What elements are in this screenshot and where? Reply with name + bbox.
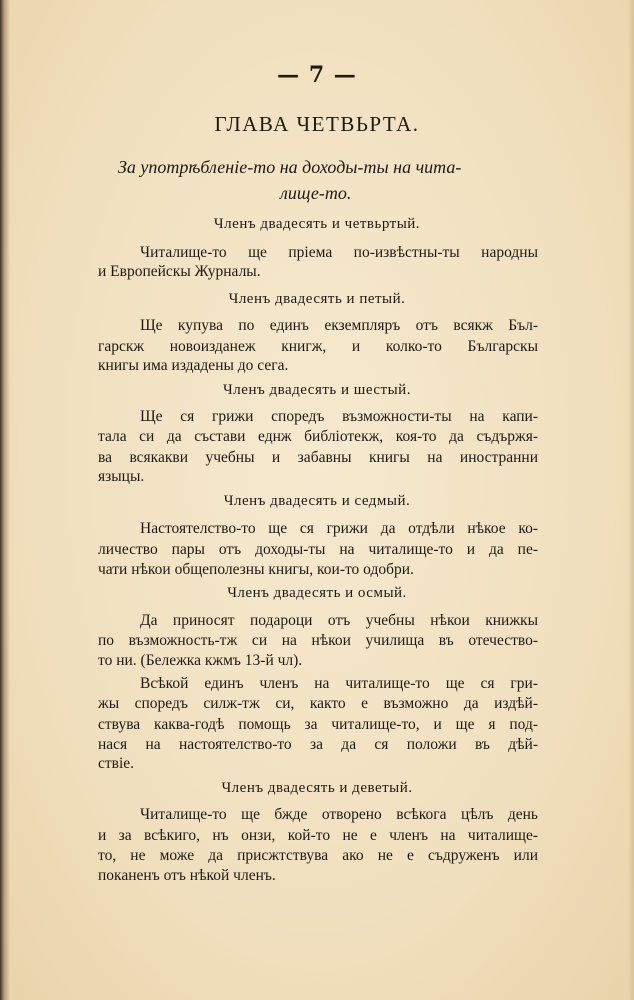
- article-28-line-5: жы споредъ силж-тж си, както е възможно да издѣй-: [98, 695, 538, 712]
- article-28-line-3: то ни. (Бележка кжмъ 13-й чл).: [98, 652, 303, 669]
- article-29-line-4: поканенъ отъ нѣкой членъ.: [98, 867, 276, 884]
- article-24-line-2: и Европейскы Журналы.: [98, 263, 261, 280]
- article-26-line-3: ва всякакви учебны и забавны книгы на иностранни: [98, 449, 538, 466]
- article-27-line-3: чати нѣкои общеполезны книгы, кои-то одобри.: [98, 561, 414, 578]
- article-29-line-2: и за всѣкиго, нъ онзи, кой-то не е членъ на читалище-: [98, 827, 538, 844]
- article-26-line-4: языцы.: [98, 468, 145, 485]
- article-28-line-8: ствіе.: [98, 755, 135, 772]
- article-26-line-2: тала си да състави еднж библіотекж, коя-то да съдържя-: [98, 428, 538, 445]
- article-25-line-1: Ще купува по единъ екземпляръ отъ всякж Бъл-: [140, 317, 538, 334]
- article-heading-24: Членъ двадесять и четвьртый.: [213, 216, 421, 232]
- article-25-line-2: гарскж новоизданеж книгж, и колко-то Българскы: [98, 338, 538, 355]
- article-heading-27: Членъ двадесять и седмый.: [223, 493, 411, 509]
- article-27-line-2: личество пары отъ доходы-ты на читалище-то и да пе-: [98, 541, 538, 558]
- chapter-title: ГЛАВА ЧЕТВЬРТА.: [214, 112, 420, 136]
- chapter-subtitle-line-2: лище-то.: [280, 183, 352, 203]
- article-26-line-1: Ще ся грижи споредъ възможности-ты на капи-: [140, 408, 538, 425]
- article-heading-25: Членъ двадесять и петый.: [228, 291, 406, 307]
- article-heading-28: Членъ двадесять и осмый.: [227, 585, 407, 601]
- article-heading-26: Членъ двадесять и шестый.: [223, 382, 411, 398]
- chapter-subtitle-line-1: За употрѣбленіе-то на доходы-ты на чита-: [118, 157, 462, 177]
- article-25-line-3: книгы има издадены до сега.: [98, 357, 289, 374]
- article-28-line-6: ствува каква-годѣ помощь за читалище-то, и ще я под-: [98, 716, 538, 733]
- article-heading-29: Членъ двадесять и деветый.: [221, 780, 413, 796]
- article-29-line-3: то, не може да присжтствува ако не е съдруженъ или: [98, 847, 538, 864]
- article-24-line-1: Читалище-то ще пріема по-извѣстны-ты народны: [140, 244, 538, 261]
- article-29-line-1: Читалище-то ще бжде отворено всѣкога цѣлъ день: [140, 806, 538, 823]
- article-28-line-4: Всѣкой единъ членъ на читалище-то ще ся гри-: [140, 675, 538, 692]
- page-number: — 7 —: [277, 62, 357, 88]
- article-28-line-2: по възможность-тж си на нѣкои училища въ отечество-: [98, 632, 538, 649]
- article-28-line-7: нася на настоятелство-то за да ся положи въ дѣй-: [98, 736, 538, 753]
- article-27-line-1: Настоятелство-то ще ся грижи да отдѣли нѣкое ко-: [140, 520, 538, 537]
- article-28-line-1: Да приносят подароци отъ учебны нѣкои книжкы: [140, 612, 538, 629]
